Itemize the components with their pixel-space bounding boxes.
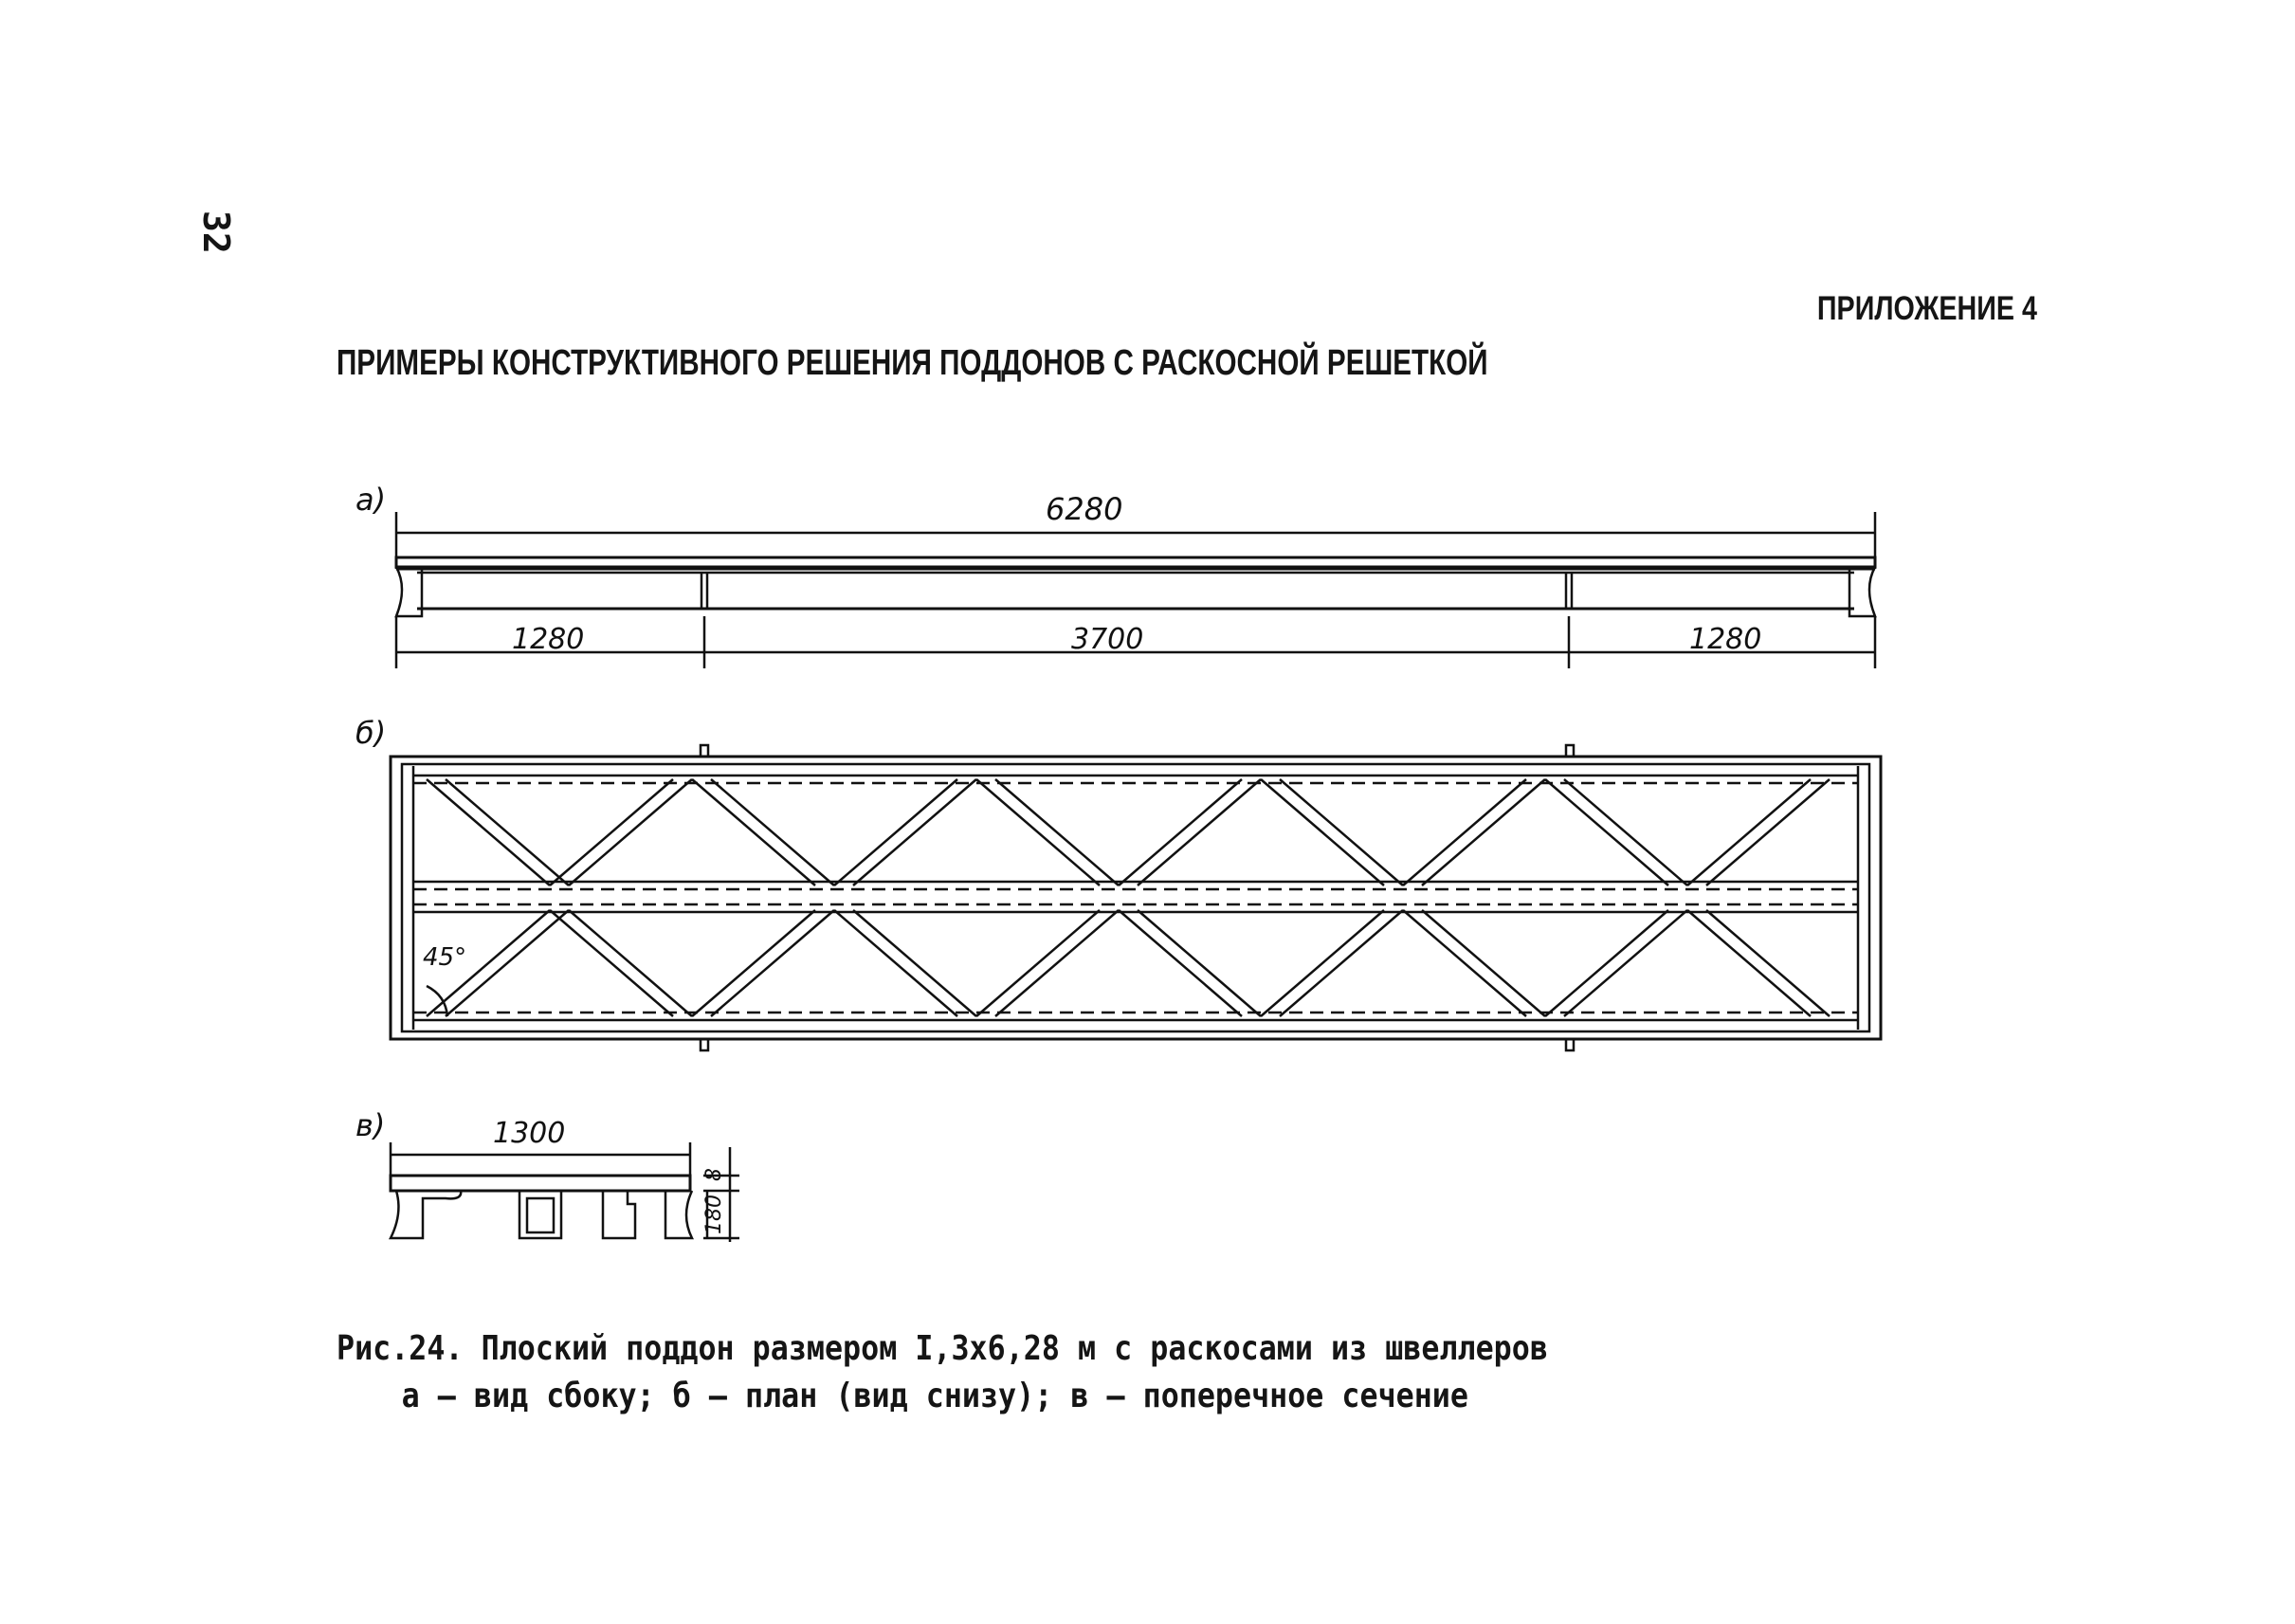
view-b-label: б) (355, 715, 387, 751)
view-a-label: а) (355, 482, 387, 518)
page-number: 32 (195, 210, 237, 254)
angle-label: 45° (423, 943, 467, 972)
page-heading: ПРИМЕРЫ КОНСТРУКТИВНОГО РЕШЕНИЯ ПОДДОНОВ С РАСКОСНОЙ РЕШЕТКОЙ (337, 343, 1488, 383)
appendix-label: ПРИЛОЖЕНИЕ 4 (1816, 290, 2037, 327)
section-view-c (391, 1142, 739, 1242)
caption-line-1: Рис.24. Плоский поддон размером I,3х6,28 м с раскосами из швеллеров (337, 1329, 1548, 1368)
overall-length-dimension: 6280 (1046, 491, 1123, 527)
plate-thickness-dimension: 8 (702, 1168, 726, 1181)
figure-caption (337, 1325, 1548, 1420)
view-c-label: в) (355, 1107, 386, 1143)
channel-height-dimension: 180 (702, 1195, 726, 1234)
width-dimension: 1300 (493, 1117, 566, 1150)
segment-dimension-middle: 3700 (1071, 623, 1144, 656)
plan-view-b (391, 745, 1881, 1050)
segment-dimension-left: 1280 (512, 623, 585, 656)
caption-line-2: а – вид сбоку; б – план (вид снизу); в – поперечное сечение (401, 1377, 1468, 1415)
segment-dimension-right: 1280 (1689, 623, 1762, 656)
